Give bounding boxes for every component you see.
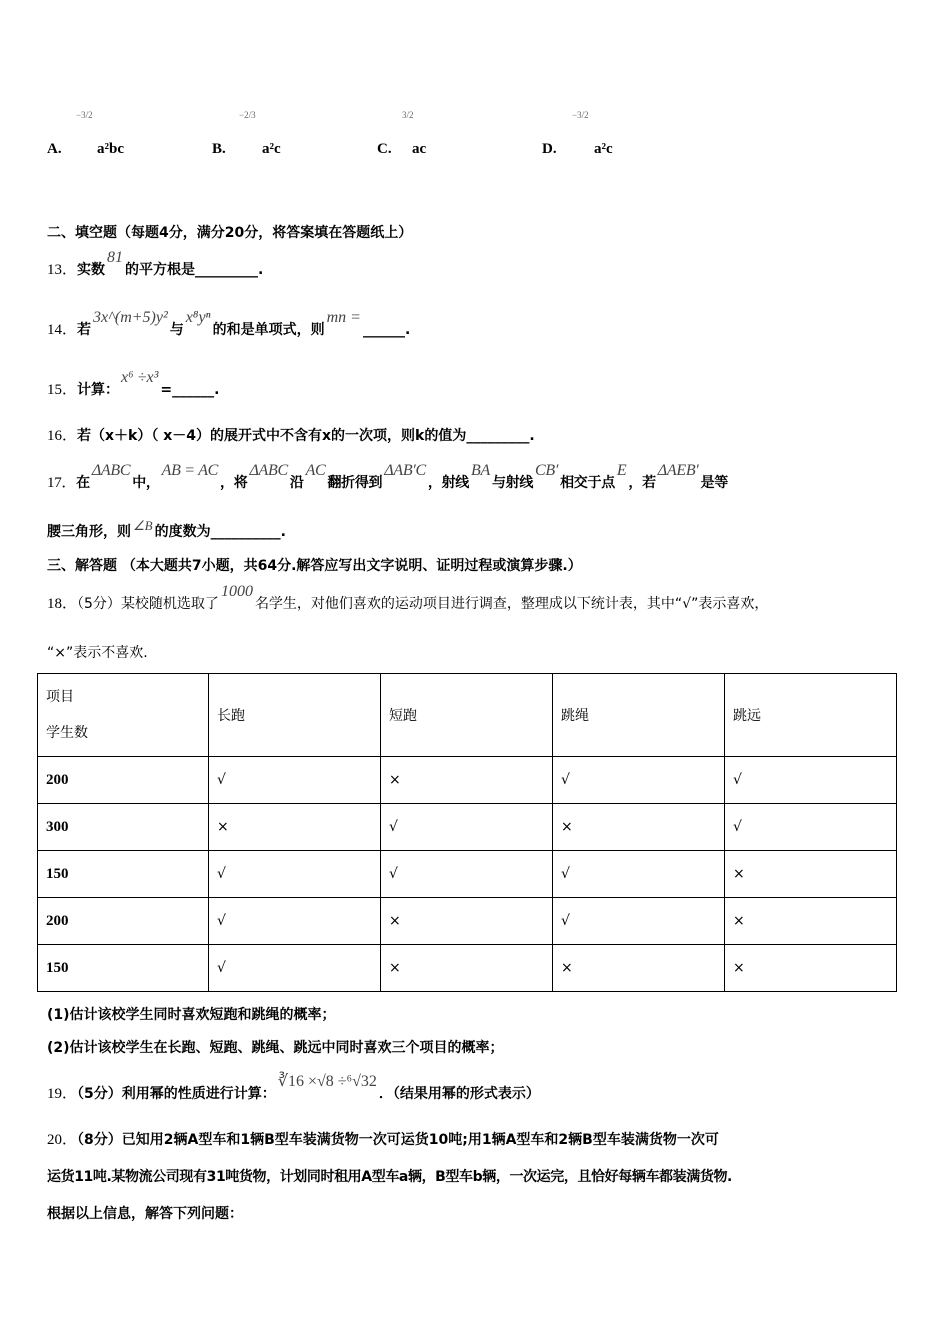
question-number: 14． — [47, 322, 78, 338]
question-15 — [47, 369, 220, 399]
text: 计算： — [77, 382, 120, 398]
text: 腰三角形，则 — [47, 524, 131, 540]
question-number: 18． — [47, 596, 78, 612]
table-row — [38, 945, 897, 992]
text: 是等 — [700, 475, 728, 491]
preference-cell: √ — [209, 757, 381, 804]
question-19 — [47, 1073, 540, 1103]
preference-cell: × — [209, 804, 381, 851]
score: （5分） — [77, 596, 121, 612]
header-cell: 长跑 — [209, 674, 381, 757]
text: ．（结果用幂的形式表示） — [378, 1086, 540, 1102]
question-number: 13． — [47, 262, 78, 278]
question-20 — [47, 1128, 719, 1149]
question-number: 20． — [47, 1132, 78, 1148]
math: CB′ — [535, 462, 559, 479]
math: ∛16 ×√8 ÷⁶√32 — [277, 1073, 377, 1090]
student-count-cell: 200 — [38, 757, 209, 804]
text: . — [280, 524, 286, 540]
table-row — [38, 757, 897, 804]
text: = — [160, 382, 173, 398]
answer-blank: ______ — [362, 322, 405, 338]
math: mn = — [326, 309, 361, 326]
math: ∠B — [133, 518, 153, 533]
section-heading: 三、解答题 （本大题共7小题，共64分.解答应写出文字说明、证明过程或演算步骤.） — [47, 558, 582, 574]
text: 利用幂的性质进行计算： — [121, 1086, 276, 1102]
text: 相交于点 — [560, 475, 615, 491]
table-header-row — [38, 674, 897, 757]
preference-cell: × — [381, 898, 553, 945]
header-cell: 短跑 — [381, 674, 553, 757]
text: 中， — [132, 475, 160, 491]
math: AC — [305, 462, 326, 479]
text: ，射线 — [427, 475, 469, 491]
math: ΔAEB′ — [657, 462, 699, 479]
text: 翻折得到 — [327, 475, 383, 491]
exponent: −3/2 — [76, 110, 93, 120]
question-16 — [47, 424, 535, 445]
text: . — [214, 382, 220, 398]
preference-cell: √ — [553, 851, 725, 898]
answer-blank: ______ — [172, 382, 215, 398]
option-expr: ac — [412, 141, 427, 157]
text: 实数 — [77, 262, 106, 278]
option-label: B. — [212, 141, 226, 157]
math: BA — [470, 462, 490, 479]
math: 81 — [107, 249, 124, 266]
preference-cell: √ — [725, 804, 897, 851]
preference-cell: √ — [553, 898, 725, 945]
math: 1000 — [220, 583, 253, 600]
question-number: 16． — [47, 428, 78, 444]
preference-cell: × — [553, 945, 725, 992]
question-18-part-2: (2)估计该校学生在长跑、短跑、跳绳、跳远中同时喜欢三个项目的概率； — [47, 1040, 504, 1056]
option-label: A. — [47, 141, 62, 157]
preference-cell: √ — [209, 945, 381, 992]
math: x⁸yⁿ — [185, 309, 211, 326]
survey-table — [37, 673, 897, 992]
math: AB = AC — [161, 462, 219, 479]
student-count-cell: 150 — [38, 945, 209, 992]
question-20-line-3: 根据以上信息，解答下列问题： — [47, 1206, 243, 1222]
text: 名学生，对他们喜欢的运动项目进行调查，整理成以下统计表，其中“√”表示喜欢， — [254, 596, 769, 612]
text: . — [404, 322, 411, 338]
preference-cell: √ — [209, 898, 381, 945]
score: （8分） — [77, 1132, 122, 1148]
preference-cell: √ — [553, 757, 725, 804]
question-18-line-2: “×”表示不喜欢. — [47, 645, 148, 661]
text: ，若 — [628, 475, 656, 491]
text: 若 — [77, 322, 92, 338]
text: 沿 — [289, 475, 304, 491]
exponent: −2/3 — [239, 110, 256, 120]
question-13 — [47, 249, 264, 279]
text: 的平方根是 — [125, 262, 196, 278]
score: （5分） — [77, 1086, 122, 1102]
question-20-line-2: 运货11吨.某物流公司现有31吨货物，计划同时租用A型车a辆，B型车b辆，一次运完，且恰好每辆车都装满货物. — [47, 1169, 732, 1185]
question-17 — [47, 462, 728, 492]
preference-cell: √ — [381, 851, 553, 898]
option-label: C. — [377, 141, 392, 157]
student-count-cell: 200 — [38, 898, 209, 945]
preference-cell: × — [725, 851, 897, 898]
text: . — [529, 428, 535, 444]
question-number: 19． — [47, 1086, 78, 1102]
preference-cell: √ — [725, 757, 897, 804]
preference-cell: √ — [381, 804, 553, 851]
text: 与 — [169, 322, 184, 338]
option-expr: a²bc — [97, 141, 124, 157]
math: ΔABC — [249, 462, 288, 479]
answer-blank: _________ — [466, 428, 530, 444]
text: 某校随机选取了 — [120, 596, 219, 612]
preference-cell: × — [553, 804, 725, 851]
header-cell: 跳远 — [725, 674, 897, 757]
preference-cell: × — [725, 945, 897, 992]
text: 在 — [76, 475, 90, 491]
question-17-line-2 — [47, 518, 286, 541]
text: 已知用2辆A型车和1辆B型车装满货物一次可运货10吨;用1辆A型车和2辆B型车装满货物一次可 — [121, 1132, 719, 1148]
math: E — [616, 462, 627, 479]
text: 与射线 — [491, 475, 534, 491]
question-18-part-1: (1)估计该校学生同时喜欢短跑和跳绳的概率； — [47, 1007, 336, 1023]
answer-blank: _________ — [195, 262, 259, 278]
question-14 — [47, 309, 411, 339]
text: 若（x＋k）（ x－4）的展开式中不含有x的一次项，则k的值为 — [77, 428, 467, 444]
preference-cell: √ — [209, 851, 381, 898]
student-count-cell: 150 — [38, 851, 209, 898]
exponent: 3/2 — [402, 110, 414, 120]
preference-cell: × — [381, 945, 553, 992]
option-label: D. — [542, 141, 557, 157]
text: ，将 — [220, 475, 248, 491]
header-cell: 跳绳 — [553, 674, 725, 757]
exponent: −3/2 — [572, 110, 589, 120]
question-number: 15． — [47, 382, 78, 398]
text: 的和是单项式，则 — [212, 322, 325, 338]
header-count: 学生数 — [46, 725, 88, 741]
preference-cell: × — [725, 898, 897, 945]
option-expr: a²c — [594, 141, 613, 157]
table-row — [38, 804, 897, 851]
math: x⁶ ÷x³ — [121, 369, 159, 386]
table-row — [38, 898, 897, 945]
question-18 — [47, 583, 769, 613]
section-heading: 二、填空题（每题4分，满分20分，将答案填在答题纸上） — [47, 225, 413, 241]
math: ΔAB′C — [384, 462, 426, 479]
text: 的度数为 — [154, 524, 211, 540]
table-row — [38, 851, 897, 898]
header-item: 项目 — [46, 689, 74, 705]
text: . — [258, 262, 264, 278]
student-count-cell: 300 — [38, 804, 209, 851]
answer-blank: __________ — [210, 524, 281, 540]
question-number: 17． — [47, 475, 77, 491]
math: 3x^(m+5)y² — [93, 309, 168, 326]
option-expr: a²c — [262, 141, 281, 157]
preference-cell: × — [381, 757, 553, 804]
header-corner-cell — [38, 674, 209, 757]
math: ΔABC — [91, 462, 131, 479]
